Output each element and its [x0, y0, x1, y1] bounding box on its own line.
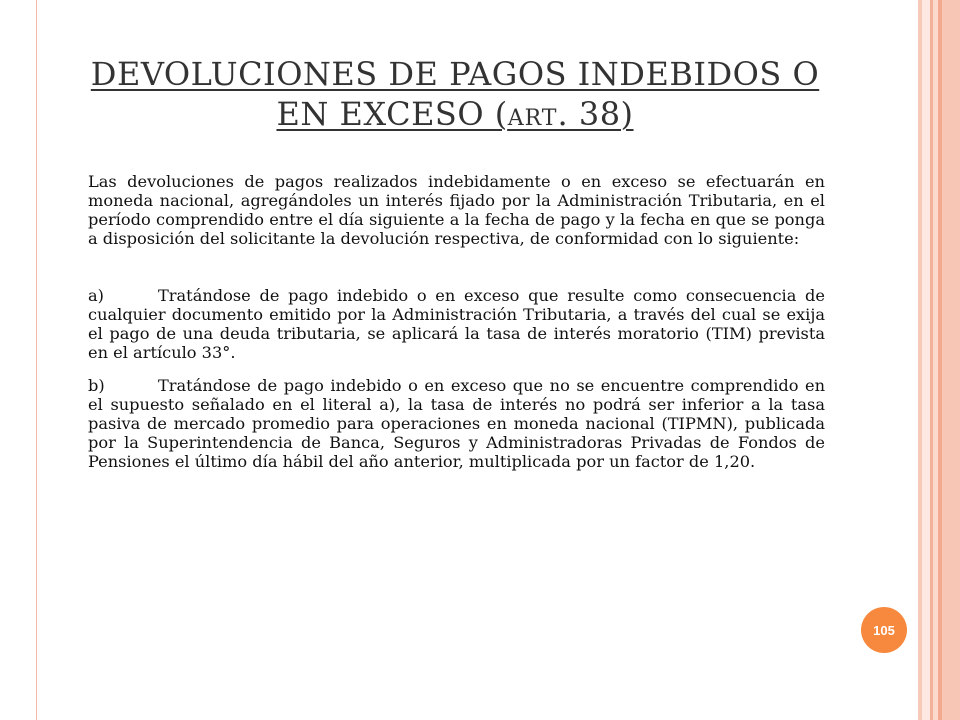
slide-body: [88, 172, 825, 471]
slide-title: [60, 54, 850, 139]
intro-paragraph: Las devoluciones de pagos realizados indebidamente o en exceso se efectuarán en moneda nacional, agregándoles un interés fijado por la Administración Tributaria, en el período comprendido entre el día siguiente a la fecha de pago y la fecha en que se ponga a disposición del solicitante la devolución respectiva, de conformidad con lo siguiente:: [88, 172, 825, 248]
item-b-paragraph: [88, 376, 825, 471]
left-border-line: [36, 0, 37, 720]
item-b-tag: b): [88, 376, 105, 395]
slide-title-tail: . 38): [557, 95, 634, 133]
item-a-paragraph: [88, 286, 825, 362]
item-b-text: Tratándose de pago indebido o en exceso que no se encuentre comprendido en el supuesto señalado en el literal a), la tasa de interés no podrá ser inferior a la tasa pasiva de mercado promedio para operaciones en moneda nacional (TIPMN), publicada por la Superintendencia de Banca, Seguros y Administradoras Privadas de Fondos de Pensiones el último día hábil del año anterior, multiplicada por un factor de 1,20.: [88, 376, 825, 471]
slide-title-main: DEVOLUCIONES DE PAGOS INDEBIDOS O EN EXCESO (: [90, 55, 820, 133]
page-number-badge: 105: [861, 607, 907, 653]
right-decor-stripe: [942, 0, 960, 720]
item-a-text: Tratándose de pago indebido o en exceso que resulte como consecuencia de cualquier documento emitido por la Administración Tributaria, a través del cual se exija el pago de una deuda tributaria, se aplicará la tasa de interés moratorio (TIM) prevista en el artículo 33°.: [88, 286, 825, 362]
item-a-tag: a): [88, 286, 104, 305]
right-decor-stripe: [922, 0, 930, 720]
slide-title-art: ART: [507, 106, 558, 131]
